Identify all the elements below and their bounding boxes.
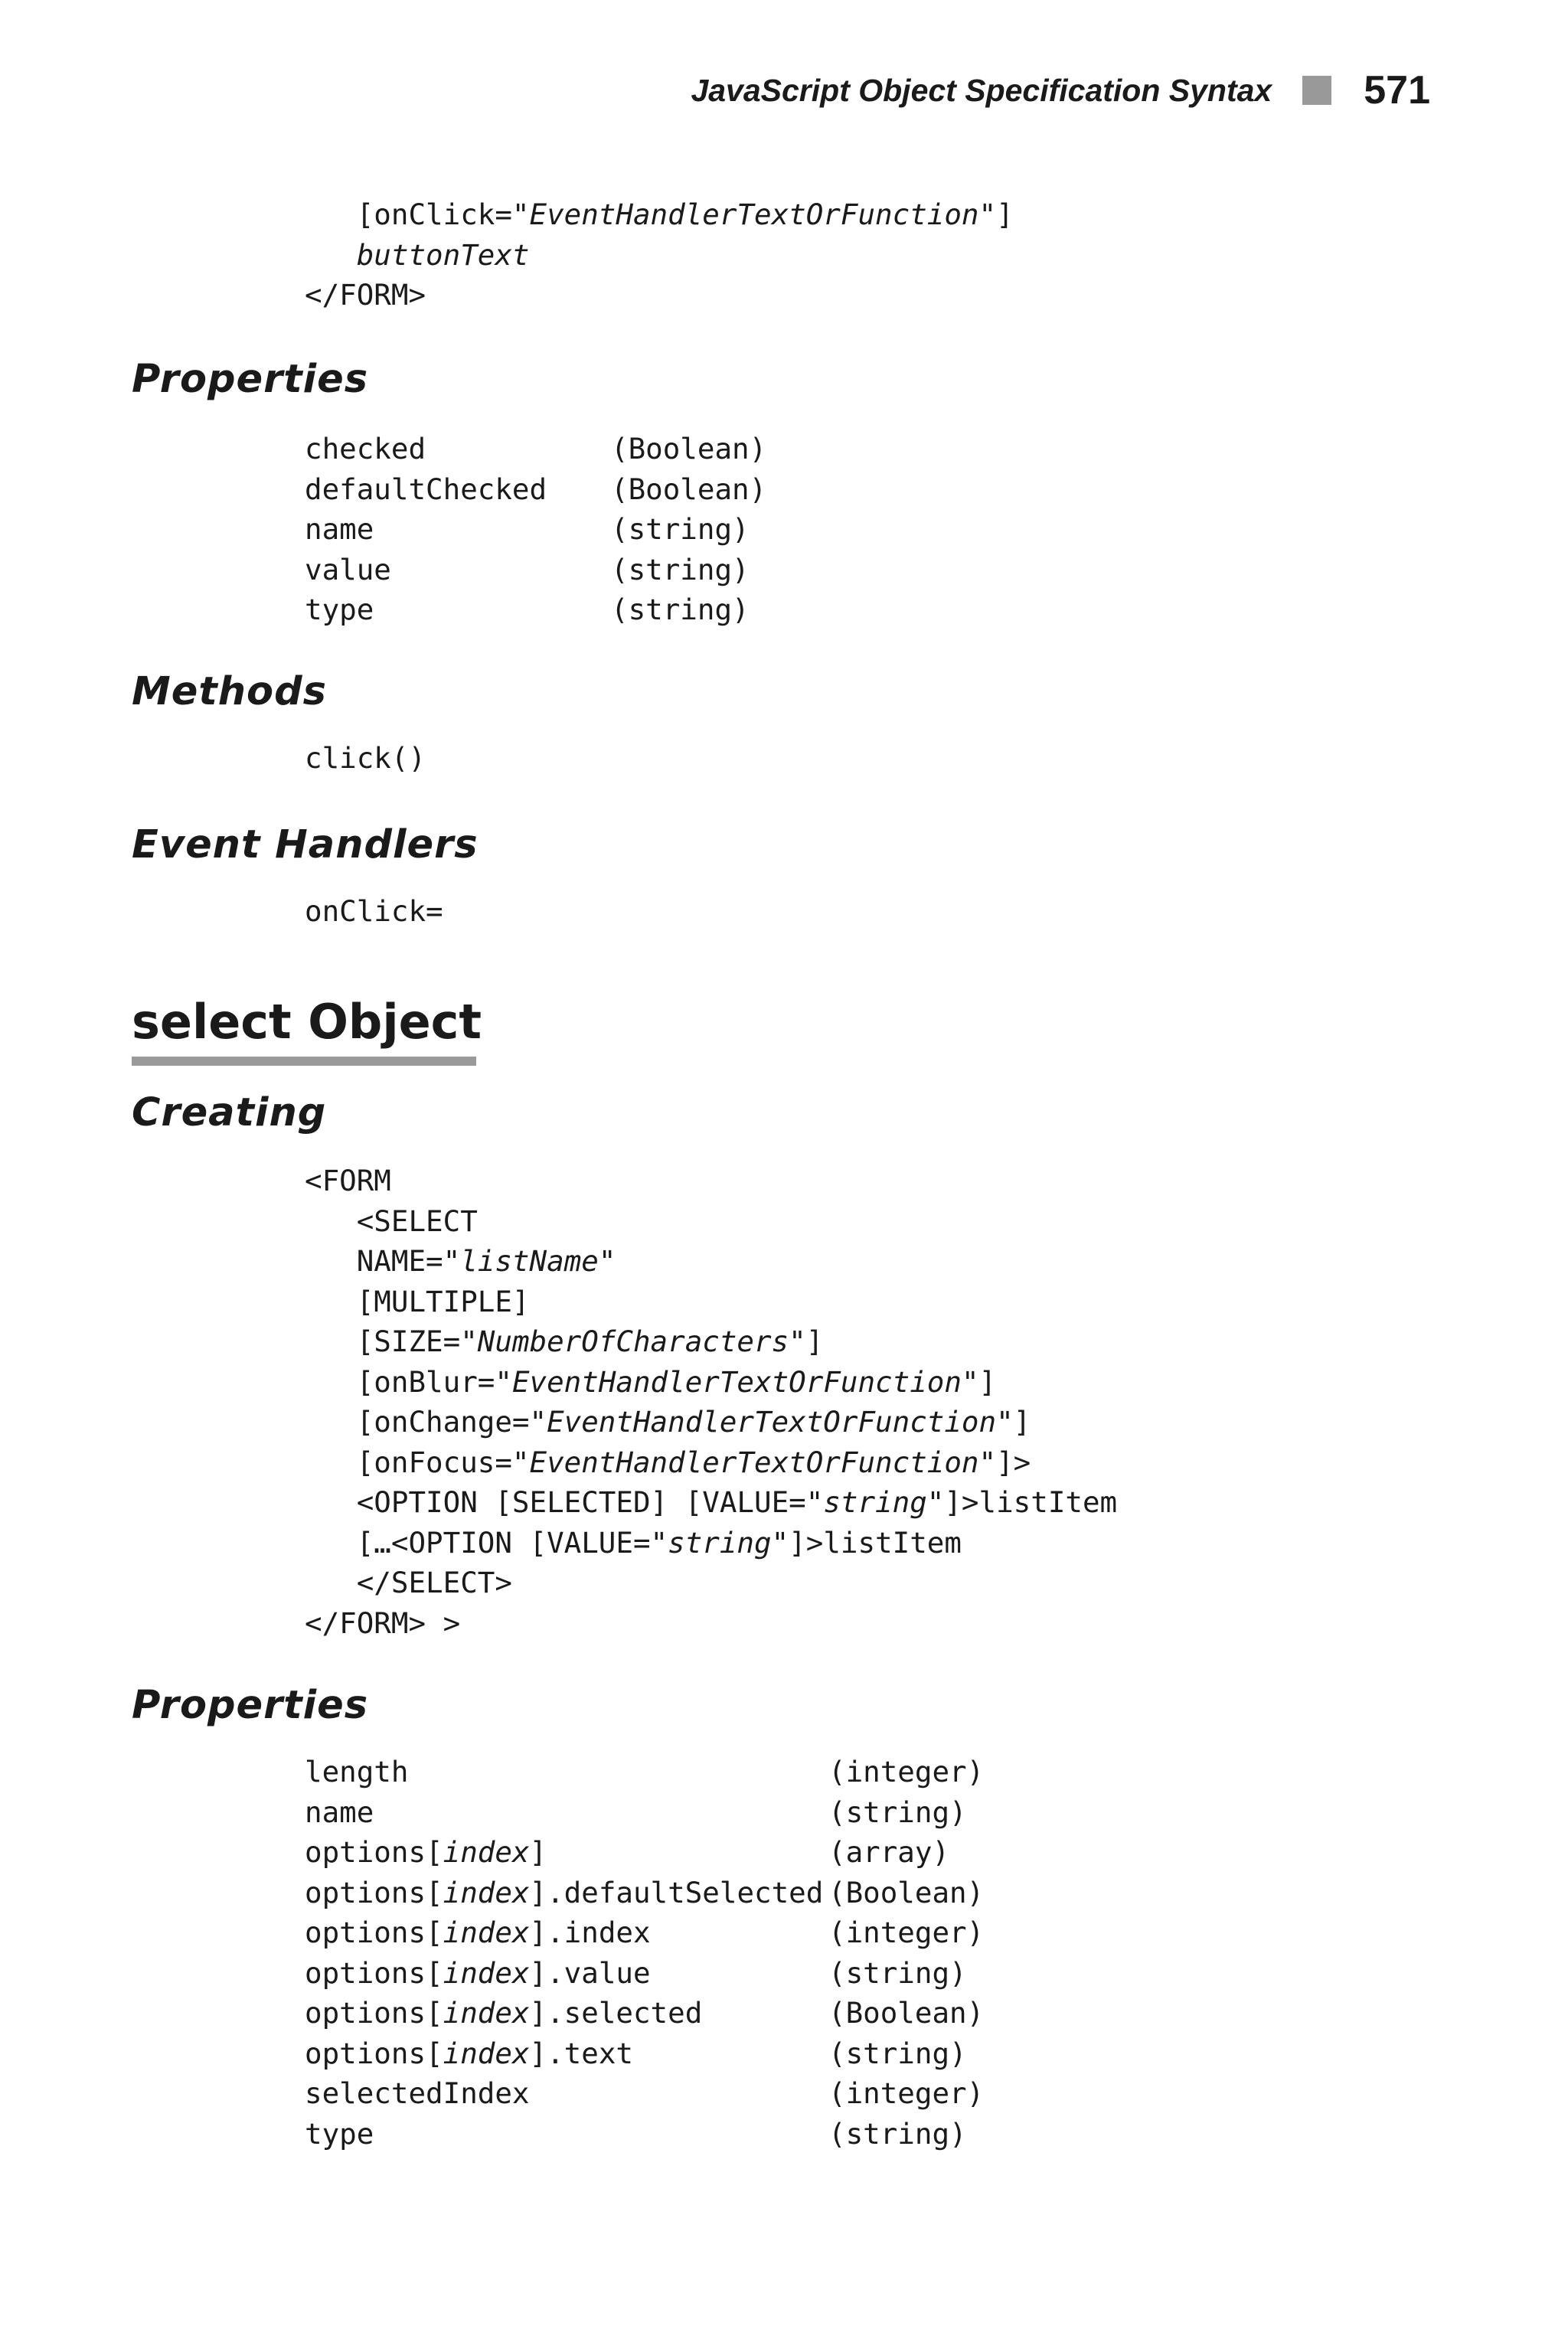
property-type: (string): [828, 1795, 967, 1829]
property-name: value: [305, 552, 391, 586]
property-type: (integer): [828, 1916, 985, 1949]
italic-placeholder: EventHandlerTextOrFunction: [547, 1405, 997, 1439]
heading-methods: Methods: [132, 669, 327, 714]
code-line: </FORM>: [305, 278, 426, 312]
property-name: name: [305, 1795, 374, 1829]
property-name: type: [305, 2116, 374, 2151]
code-line: </FORM> >: [305, 1606, 461, 1640]
code-block-select-syntax: [305, 1161, 1117, 1643]
property-type: (Boolean): [611, 432, 767, 466]
event-handler-item: onClick=: [305, 894, 443, 928]
code-line: […<OPTION [VALUE="string"]>listItem: [305, 1525, 962, 1560]
property-name: options[index]: [305, 1835, 547, 1869]
property-type: (string): [828, 2116, 967, 2151]
heading-properties-select: Properties: [132, 1683, 369, 1728]
italic-placeholder: EventHandlerTextOrFunction: [529, 198, 979, 231]
property-name: length: [305, 1755, 409, 1788]
header-square-marker: [1302, 76, 1331, 105]
property-type: (Boolean): [828, 1996, 985, 2030]
property-type: (array): [828, 1835, 950, 1869]
heading-event-handlers: Event Handlers: [132, 822, 479, 867]
code-line: [onClick="EventHandlerTextOrFunction"]: [305, 198, 1014, 231]
code-line: NAME="listName": [305, 1244, 616, 1278]
italic-placeholder: index: [443, 1996, 530, 2030]
heading-creating: Creating: [132, 1090, 327, 1135]
property-name: options[index].value: [305, 1955, 651, 1990]
code-line: [onChange="EventHandlerTextOrFunction"]: [305, 1405, 1031, 1439]
italic-placeholder: string: [668, 1525, 772, 1560]
methods-list: [305, 738, 426, 779]
italic-placeholder: index: [443, 1916, 530, 1949]
property-type: (string): [611, 593, 750, 626]
italic-placeholder: index: [443, 1875, 530, 1909]
property-type: (Boolean): [828, 1875, 985, 1909]
section-title-underline: [132, 1057, 476, 1066]
property-name: checked: [305, 432, 426, 466]
property-type: (string): [828, 1955, 967, 1990]
property-name: options[index].defaultSelected: [305, 1875, 824, 1909]
property-type: (string): [611, 512, 750, 546]
code-line: [MULTIPLE]: [305, 1284, 530, 1318]
event-handlers-list: [305, 891, 443, 932]
page-number: 571: [1364, 68, 1430, 113]
property-name: options[index].selected: [305, 1996, 703, 2030]
italic-placeholder: EventHandlerTextOrFunction: [529, 1445, 979, 1479]
italic-placeholder: index: [443, 2036, 530, 2070]
code-line: <OPTION [SELECTED] [VALUE="string"]>listItem: [305, 1485, 1118, 1519]
property-name: name: [305, 512, 374, 546]
property-name: selectedIndex: [305, 2076, 530, 2110]
italic-placeholder: NumberOfCharacters: [477, 1325, 789, 1358]
running-header: [691, 67, 1430, 113]
property-type: (string): [611, 552, 750, 586]
code-block-button-syntax: [305, 194, 1014, 315]
property-type: (integer): [828, 1755, 985, 1788]
code-line: [SIZE="NumberOfCharacters"]: [305, 1325, 824, 1358]
code-line: <FORM: [305, 1164, 391, 1197]
italic-placeholder: index: [443, 1835, 530, 1869]
property-name: type: [305, 593, 374, 626]
italic-placeholder: listName: [460, 1244, 599, 1278]
property-name: options[index].text: [305, 2036, 633, 2070]
code-line: [onFocus="EventHandlerTextOrFunction"]>: [305, 1445, 1031, 1479]
italic-placeholder: index: [443, 1955, 530, 1990]
property-type: (Boolean): [611, 472, 767, 506]
code-line: [305, 235, 1014, 276]
property-name: defaultChecked: [305, 472, 547, 506]
property-type: (integer): [828, 2076, 985, 2110]
code-line: <SELECT: [305, 1204, 478, 1238]
code-line: [onBlur="EventHandlerTextOrFunction"]: [305, 1364, 997, 1399]
method-item: click(): [305, 741, 426, 775]
italic-placeholder: EventHandlerTextOrFunction: [511, 1364, 962, 1399]
italic-placeholder: buttonText: [356, 237, 530, 272]
property-name: options[index].index: [305, 1916, 651, 1949]
section-title-select-object: select Object: [132, 994, 482, 1050]
heading-properties: Properties: [132, 357, 369, 402]
code-line: </SELECT>: [305, 1566, 512, 1599]
italic-placeholder: string: [823, 1485, 927, 1519]
running-header-title: JavaScript Object Specification Syntax: [691, 72, 1272, 108]
property-type: (string): [828, 2036, 967, 2070]
